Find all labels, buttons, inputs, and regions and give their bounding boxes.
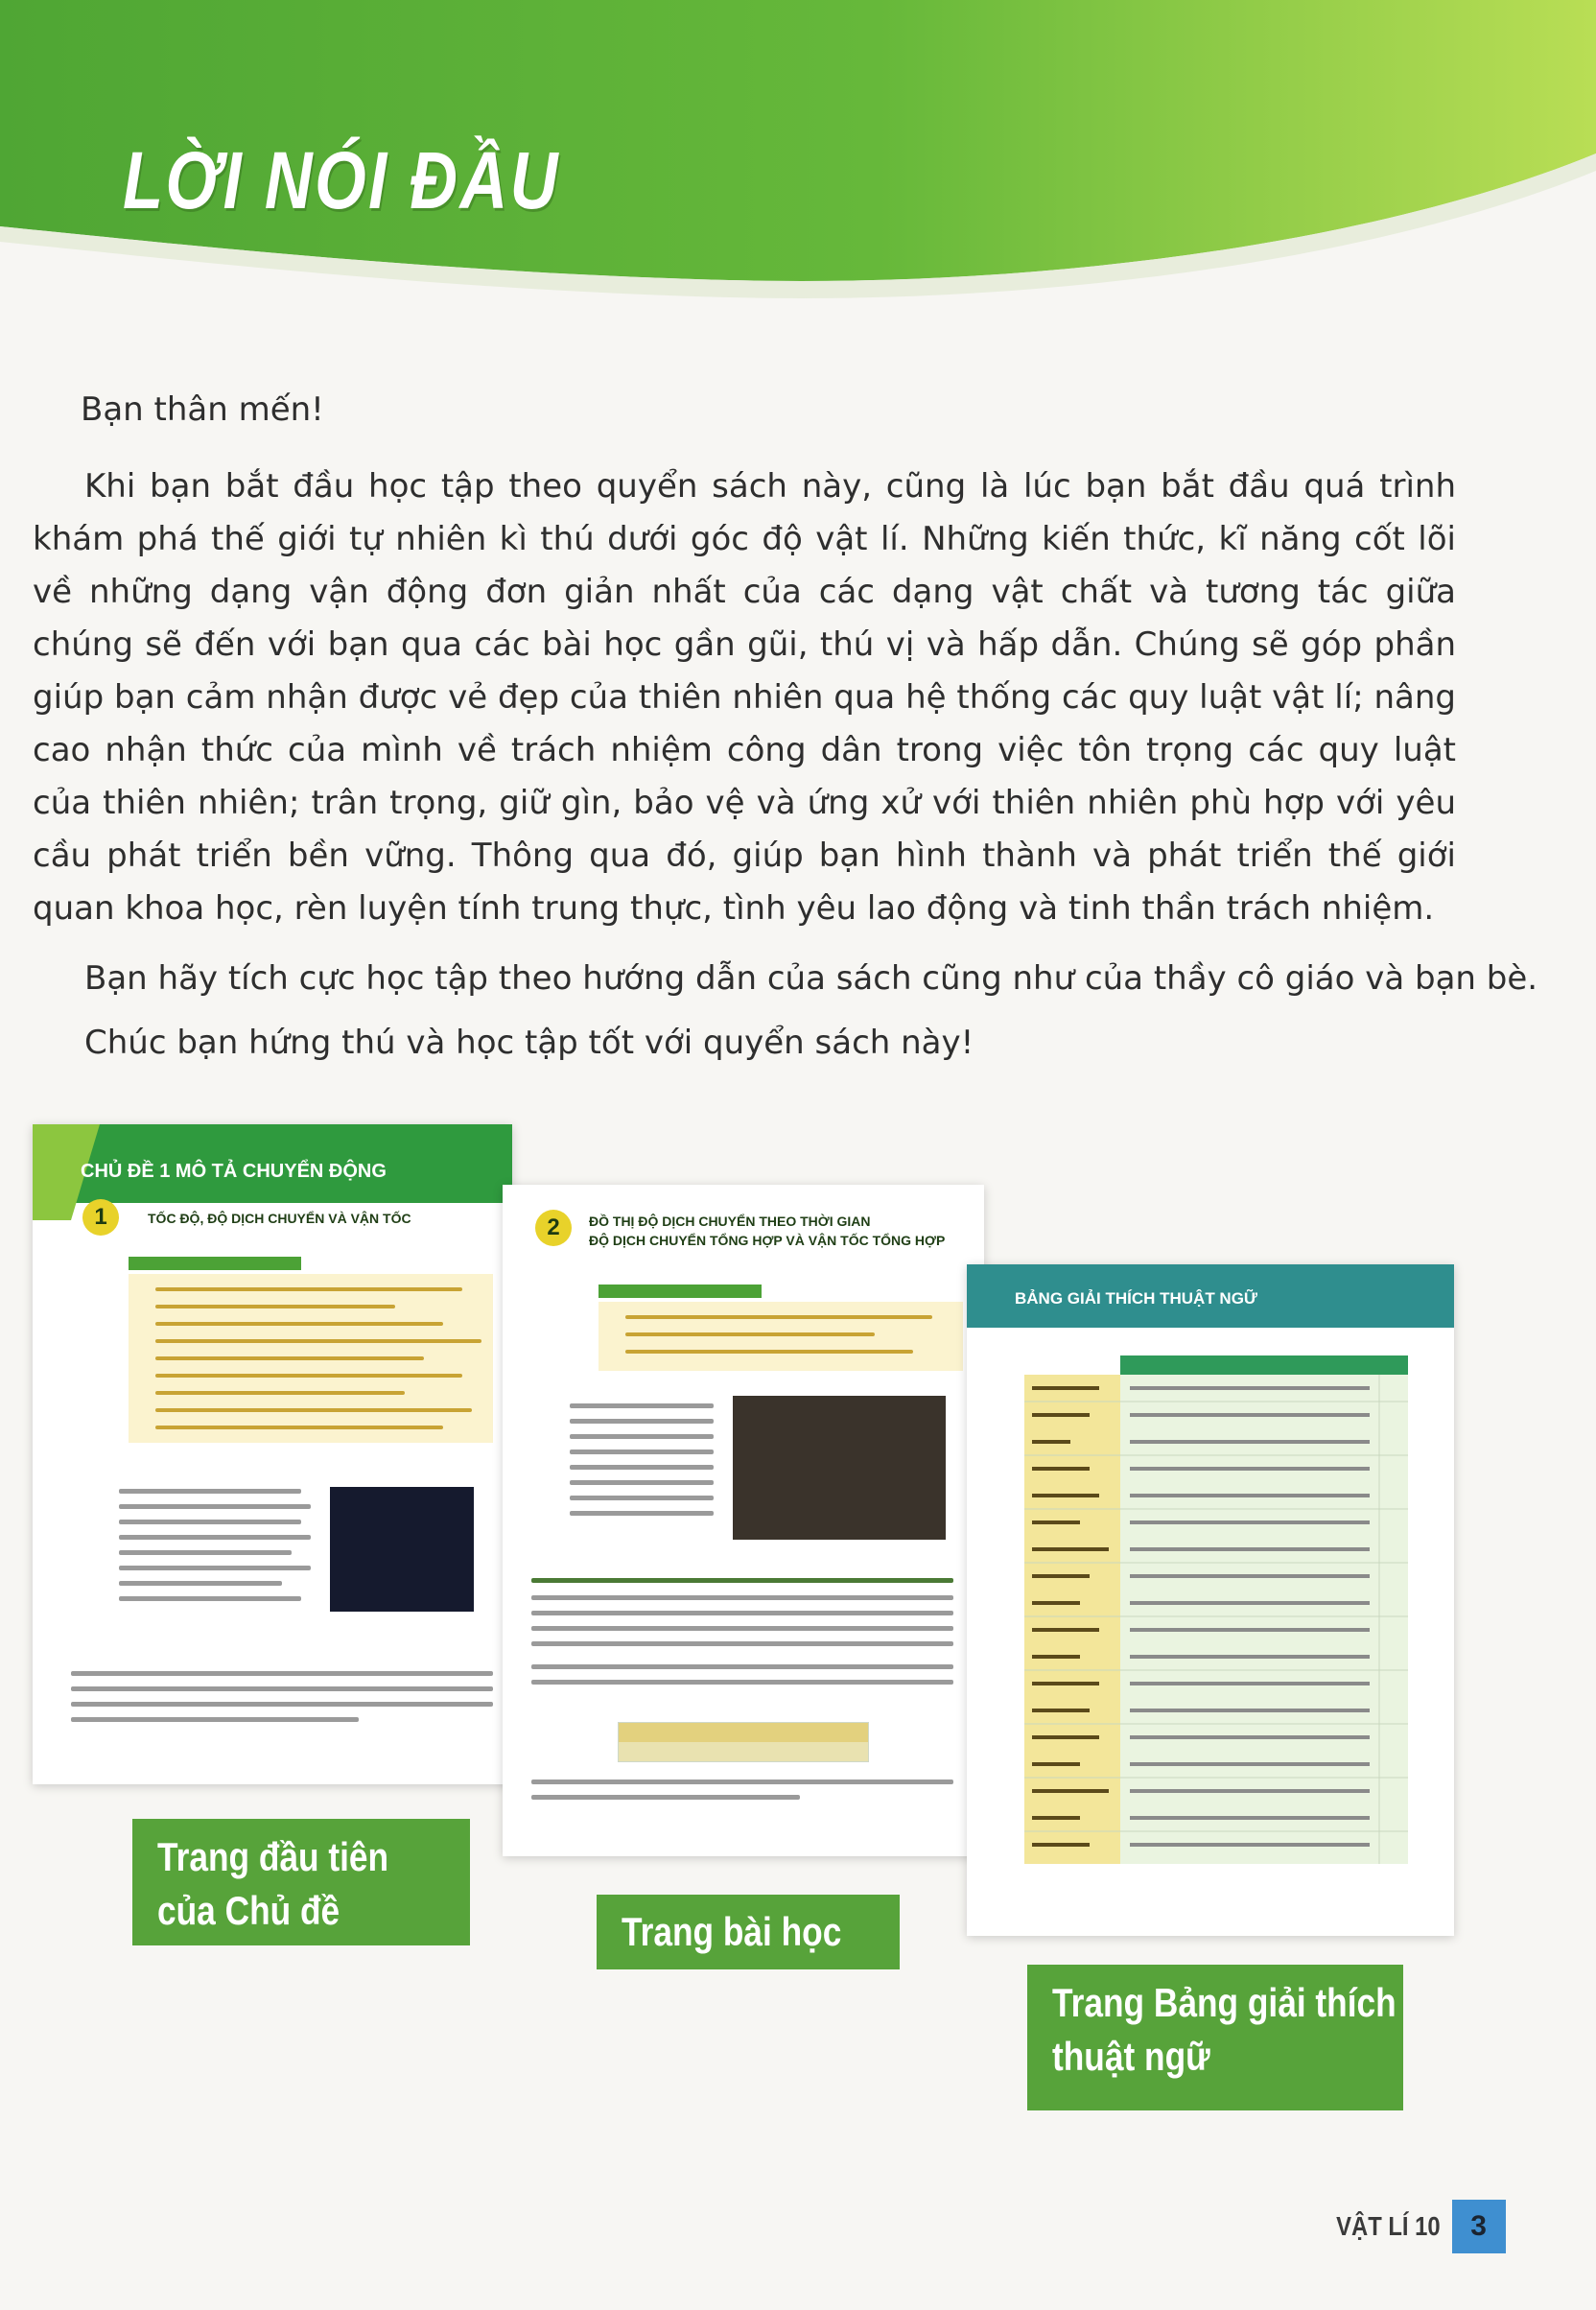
lesson-title: TỐC ĐỘ, ĐỘ DỊCH CHUYỂN VÀ VẬN TỐC <box>148 1211 411 1226</box>
label-glossary-line1: Trang Bảng giải thích <box>1052 1980 1396 2025</box>
lesson-number-badge: 2 <box>535 1210 572 1246</box>
runner-photo <box>330 1487 474 1612</box>
greeting: Bạn thân mến! <box>81 390 324 429</box>
objective-tag <box>598 1285 762 1298</box>
page-number: 3 <box>1452 2200 1506 2253</box>
glossary-banner-title: BẢNG GIẢI THÍCH THUẬT NGỮ <box>1015 1289 1258 1308</box>
label-lesson-page-text: Trang bài học <box>622 1909 842 1954</box>
thumbnail-topic-first-page <box>33 1124 512 1784</box>
glossary-table <box>1024 1355 1408 1864</box>
paragraph-intro: Khi bạn bắt đầu học tập theo quyển sách này, cũng là lúc bạn bắt đầu quá trình khám phá thế giới tự nhiên kì thú dưới góc độ vật lí. Những kiến thức, kĩ năng cốt lõi về những dạng vận động đơn giản nhất của các dạng vật chất và tương tác giữa chúng sẽ đến với bạn qua các bài học gần gũi, thú vị và hấp dẫn. Chúng sẽ góp phần giúp bạn cảm nhận được vẻ đẹp của thiên nhiên qua hệ thống các quy luật vật lí; nâng cao nhận thức của mình về trách nhiệm công dân trong việc tôn trọng các quy luật của thiên nhiên; trân trọng, giữ gìn, bảo vệ và ứng xử với thiên nhiên phù hợp với yêu cầu phát triển bền vững. Thông qua đó, giúp bạn hình thành và phát triển thế giới quan khoa học, rèn luyện tính trung thực, tình yêu lao động và tinh thần trách nhiệm. <box>33 467 1456 928</box>
lesson-title-line1: ĐỒ THỊ ĐỘ DỊCH CHUYỂN THEO THỜI GIAN <box>589 1214 871 1229</box>
mini-data-table <box>618 1722 869 1762</box>
thumbnail-lesson-page <box>503 1185 984 1856</box>
road-photo <box>733 1396 946 1540</box>
topic-banner-title: CHỦ ĐỀ 1 MÔ TẢ CHUYỂN ĐỘNG <box>81 1161 387 1182</box>
thumbnail-glossary-page <box>967 1264 1454 1936</box>
label-glossary-line2: thuật ngữ <box>1052 2034 1210 2079</box>
label-first-page-line2: của Chủ đề <box>157 1888 340 1933</box>
objectives-box <box>598 1302 963 1371</box>
paragraph-wish: Chúc bạn hứng thú và học tập tốt với quyển sách này! <box>84 1024 974 1062</box>
label-glossary-page <box>1027 1965 1403 2110</box>
page-title: LỜI NÓI ĐẦU <box>123 135 560 225</box>
objective-tag <box>129 1257 301 1270</box>
lesson-title-line2: ĐỘ DỊCH CHUYỂN TỔNG HỢP VÀ VẬN TỐC TỔNG HỢP <box>589 1233 946 1248</box>
book-title: VẬT LÍ 10 <box>1336 2211 1441 2241</box>
paragraph-advice: Bạn hãy tích cực học tập theo hướng dẫn của sách cũng như của thầy cô giáo và bạn bè. <box>84 959 1538 998</box>
label-first-page-of-topic <box>132 1819 470 1945</box>
label-lesson-page <box>597 1895 900 1969</box>
lesson-number-badge: 1 <box>82 1199 119 1236</box>
page-footer <box>1318 2200 1506 2253</box>
label-first-page-line1: Trang đầu tiên <box>157 1834 389 1879</box>
